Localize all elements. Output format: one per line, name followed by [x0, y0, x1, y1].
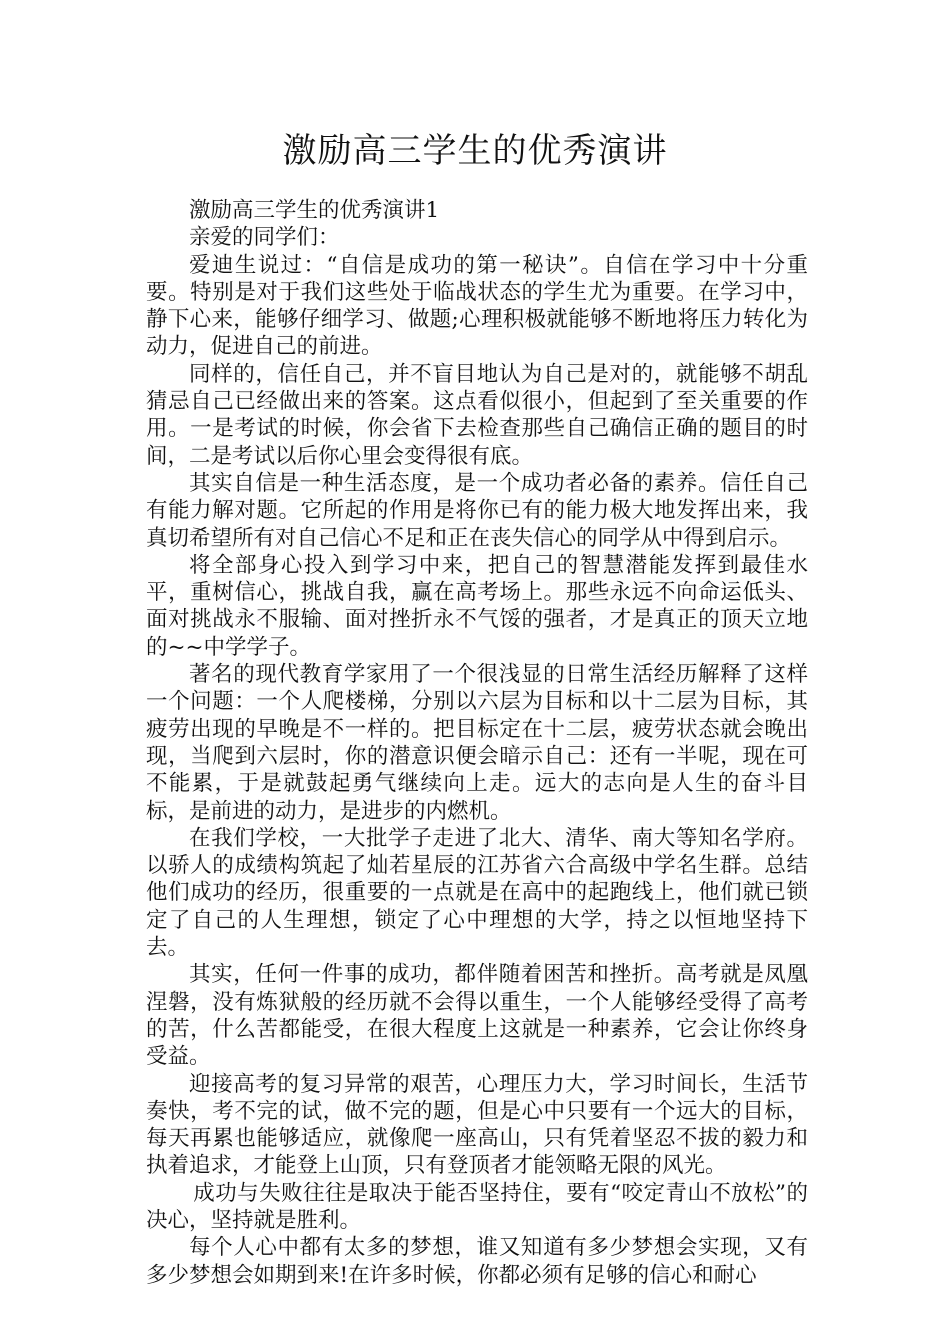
section-heading: 激励高三学生的优秀演讲1: [189, 198, 440, 223]
paragraph: 其实，任何一件事的成功，都伴随着困苦和挫折。高考就是凤凰涅磐，没有炼狱般的经历就不会得以重生，一个人能够经受得了高考的苦，什么苦都能受，在很大程度上这就是一种素养，它会让你终身受益。: [146, 962, 808, 1070]
paragraph: 同样的，信任自己，并不盲目地认为自己是对的，就能够不胡乱猜忌自己已经做出来的答案。这点看似很小，但起到了至关重要的作用。一是考试的时候，你会省下去检查那些自己确信正确的题目的时间，二是考试以后你心里会变得很有底。: [146, 361, 808, 469]
paragraph: 成功与失败往往是取决于能否坚持住，要有“咬定青山不放松”的决心，坚持就是胜利。: [146, 1180, 808, 1233]
paragraph: 著名的现代教育学家用了一个很浅显的日常生活经历解释了这样一个问题：一个人爬楼梯，分别以六层为目标和以十二层为目标，其疲劳出现的早晚是不一样的。把目标定在十二层，疲劳状态就会晚出现，当爬到六层时，你的潜意识便会暗示自己：还有一半呢，现在可不能累，于是就鼓起勇气继续向上走。远大的志向是人生的奋斗目标，是前进的动力，是进步的内燃机。: [146, 662, 808, 824]
paragraph: 其实自信是一种生活态度，是一个成功者必备的素养。信任自己有能力解对题。它所起的作用是将你已有的能力极大地发挥出来，我真切希望所有对自己信心不足和正在丧失信心的同学从中得到启示。: [146, 470, 808, 551]
paragraph: 爱迪生说过：“自信是成功的第一秘诀”。自信在学习中十分重要。特别是对于我们这些处于临战状态的学生尤为重要。在学习中，静下心来，能够仔细学习、做题;心理积极就能够不断地将压力转化为动力，促进自己的前进。: [146, 252, 808, 360]
paragraph: 将全部身心投入到学习中来，把自己的智慧潜能发挥到最佳水平，重树信心，挑战自我，赢在高考场上。那些永远不向命运低头、面对挑战永不服输、面对挫折永不气馁的强者，才是真正的顶天立地的~~中学学子。: [146, 552, 808, 660]
paragraph: 每个人心中都有太多的梦想，谁又知道有多少梦想会实现，又有多少梦想会如期到来!在许多时候，你都必须有足够的信心和耐心: [146, 1235, 808, 1288]
salutation: 亲爱的同学们：: [189, 225, 340, 251]
document-body: [146, 197, 808, 1289]
paragraph: 迎接高考的复习异常的艰苦，心理压力大，学习时间长，生活节奏快，考不完的试，做不完的题，但是心中只要有一个远大的目标，每天再累也能够适应，就像爬一座高山，只有凭着坚忍不拔的毅力和执着追求，才能登上山顶，只有登顶者才能领略无限的风光。: [146, 1071, 808, 1179]
document-title: 激励高三学生的优秀演讲: [282, 131, 668, 171]
paragraph: 在我们学校，一大批学子走进了北大、清华、南大等知名学府。以骄人的成绩构筑起了灿若星辰的江苏省六合高级中学名生群。总结他们成功的经历，很重要的一点就是在高中的起跑线上，他们就已锁定了自己的人生理想，锁定了心中理想的大学，持之以恒地坚持下去。: [146, 825, 808, 961]
